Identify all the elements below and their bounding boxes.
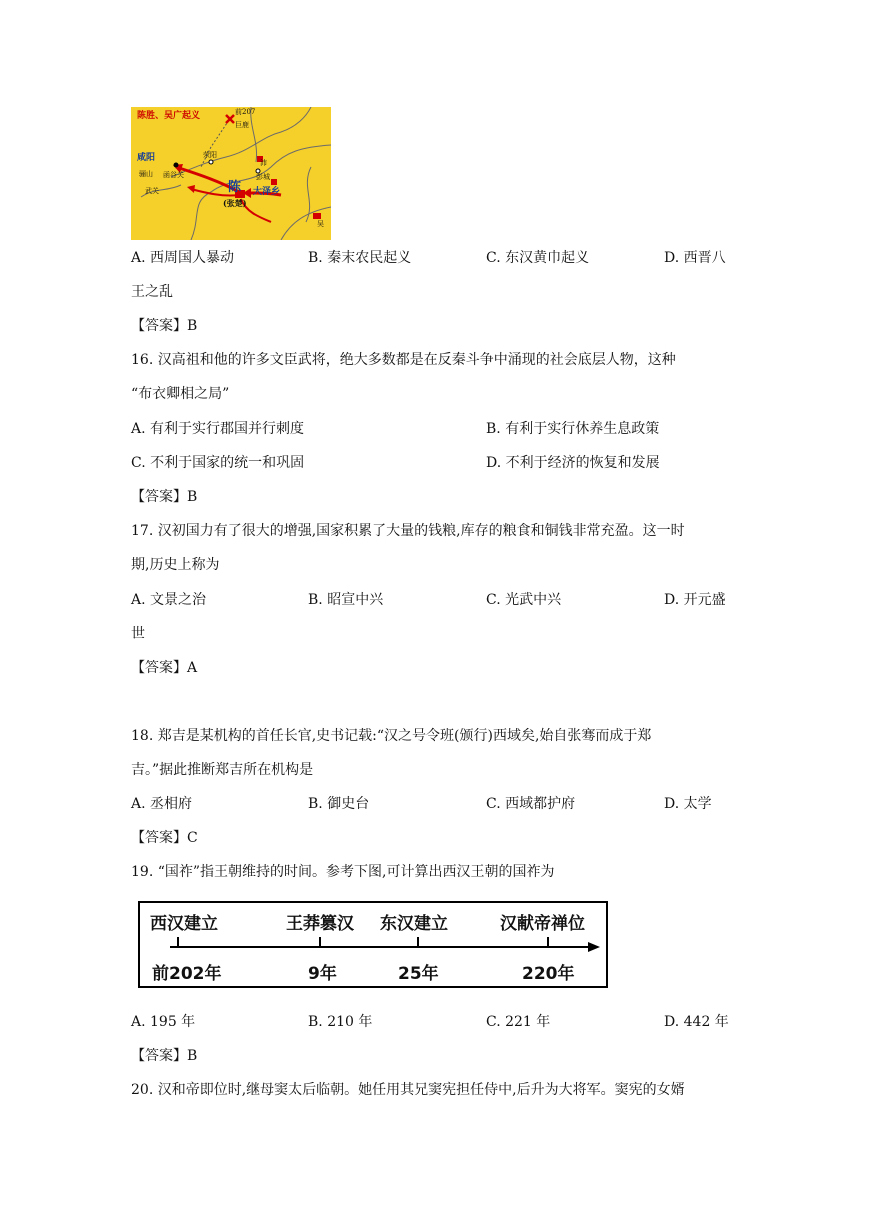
q16-option-b: B. 有利于实行休养生息政策 [486, 421, 660, 437]
timeline-year-202bc: 前202年 [152, 964, 222, 984]
q15-answer: 【答案】B [131, 318, 198, 334]
q15-option-d-wrap: 王之乱 [131, 284, 173, 300]
q17-stem-line2: 期,历史上称为 [131, 557, 220, 573]
q16-stem-line1: 16. 汉高祖和他的许多文臣武将，绝大多数都是在反秦斗争中涌现的社会底层人物，这种 [131, 352, 676, 368]
q16-stem-line2: “布衣卿相之局” [131, 386, 230, 402]
q16-option-d: D. 不利于经济的恢复和发展 [486, 455, 660, 471]
q20-stem-line1: 20. 汉和帝即位时,继母窦太后临朝。她任用其兄窦宪担任侍中,后升为大将军。窦宪的女婿 [131, 1082, 685, 1098]
timeline-event-xihan-founded: 西汉建立 [150, 914, 218, 934]
q18-option-a: A. 丞相府 [131, 796, 193, 812]
q16-option-a: A. 有利于实行郡国并行刺度 [131, 421, 305, 437]
map-label-dazexiang: 大泽乡 [253, 187, 281, 197]
map-label-zhangchu: (张楚) [223, 198, 247, 208]
q17-option-a: A. 文景之治 [131, 592, 207, 608]
q19-option-a: A. 195 年 [131, 1014, 196, 1030]
q17-option-d-wrap: 世 [131, 626, 145, 642]
q17-option-b: B. 昭宣中兴 [308, 592, 384, 608]
map-title: 陈胜、吴广起义 [137, 111, 201, 121]
timeline-event-wangmang: 王莽篡汉 [286, 914, 354, 934]
q15-option-b: B. 秦末农民起义 [308, 250, 412, 266]
q18-stem-line2: 吉。”据此推断郑吉所在机构是 [131, 762, 314, 778]
map-label-xingyang: 荥阳 [203, 151, 217, 159]
timeline-event-donghan-founded: 东汉建立 [380, 914, 448, 934]
map-label-xianyang: 咸阳 [137, 153, 156, 163]
timeline-year-25: 25年 [398, 964, 439, 984]
timeline-event-abdication: 汉献帝禅位 [500, 914, 585, 934]
map-label-chen: 陈 [228, 180, 242, 195]
q17-stem-line1: 17. 汉初国力有了很大的增强,国家积累了大量的钱粮,库存的粮食和铜钱非常充盈。这一时 [131, 523, 685, 539]
map-label-wu: 吴 [317, 220, 324, 228]
q18-option-b: B. 御史台 [308, 796, 370, 812]
q15-option-c: C. 东汉黄巾起义 [486, 250, 590, 266]
q17-answer: 【答案】A [131, 660, 198, 676]
map-label-pengcheng: 彭城 [256, 173, 270, 181]
q19-stem: 19. “国祚”指王朝维持的时间。参考下图,可计算出西汉王朝的国祚为 [131, 864, 555, 880]
map-label-julu: 巨鹿 [235, 121, 249, 129]
q17-option-d: D. 开元盛 [664, 592, 726, 608]
q19-answer: 【答案】B [131, 1048, 198, 1064]
q16-option-c: C. 不利于国家的统一和巩固 [131, 455, 305, 471]
q19-option-b: B. 210 年 [308, 1014, 373, 1030]
q18-answer: 【答案】C [131, 830, 198, 846]
q19-option-c: C. 221 年 [486, 1014, 551, 1030]
q18-stem-line1: 18. 郑吉是某机构的首任长官,史书记载:“汉之号令班(颁行)西域矣,始自张骞而成于郑 [131, 728, 652, 744]
q18-option-d: D. 太学 [664, 796, 712, 812]
map-label-year: 前207 [235, 108, 256, 116]
timeline-figure [138, 901, 608, 988]
map-label-hangu: 函谷关 [163, 171, 184, 179]
q17-option-c: C. 光武中兴 [486, 592, 562, 608]
q15-option-a: A. 西周国人暴动 [131, 250, 235, 266]
timeline-year-9: 9年 [308, 964, 337, 984]
q19-option-d: D. 442 年 [664, 1014, 729, 1030]
timeline-year-220: 220年 [522, 964, 575, 984]
q18-option-c: C. 西域都护府 [486, 796, 576, 812]
map-label-wuguan: 武关 [145, 187, 159, 195]
q16-answer: 【答案】B [131, 489, 198, 505]
uprising-map [131, 107, 331, 240]
map-label-pei: 沛 [260, 159, 267, 167]
q15-option-d: D. 西晋八 [664, 250, 726, 266]
map-label-lishan: 骊山 [139, 170, 153, 178]
